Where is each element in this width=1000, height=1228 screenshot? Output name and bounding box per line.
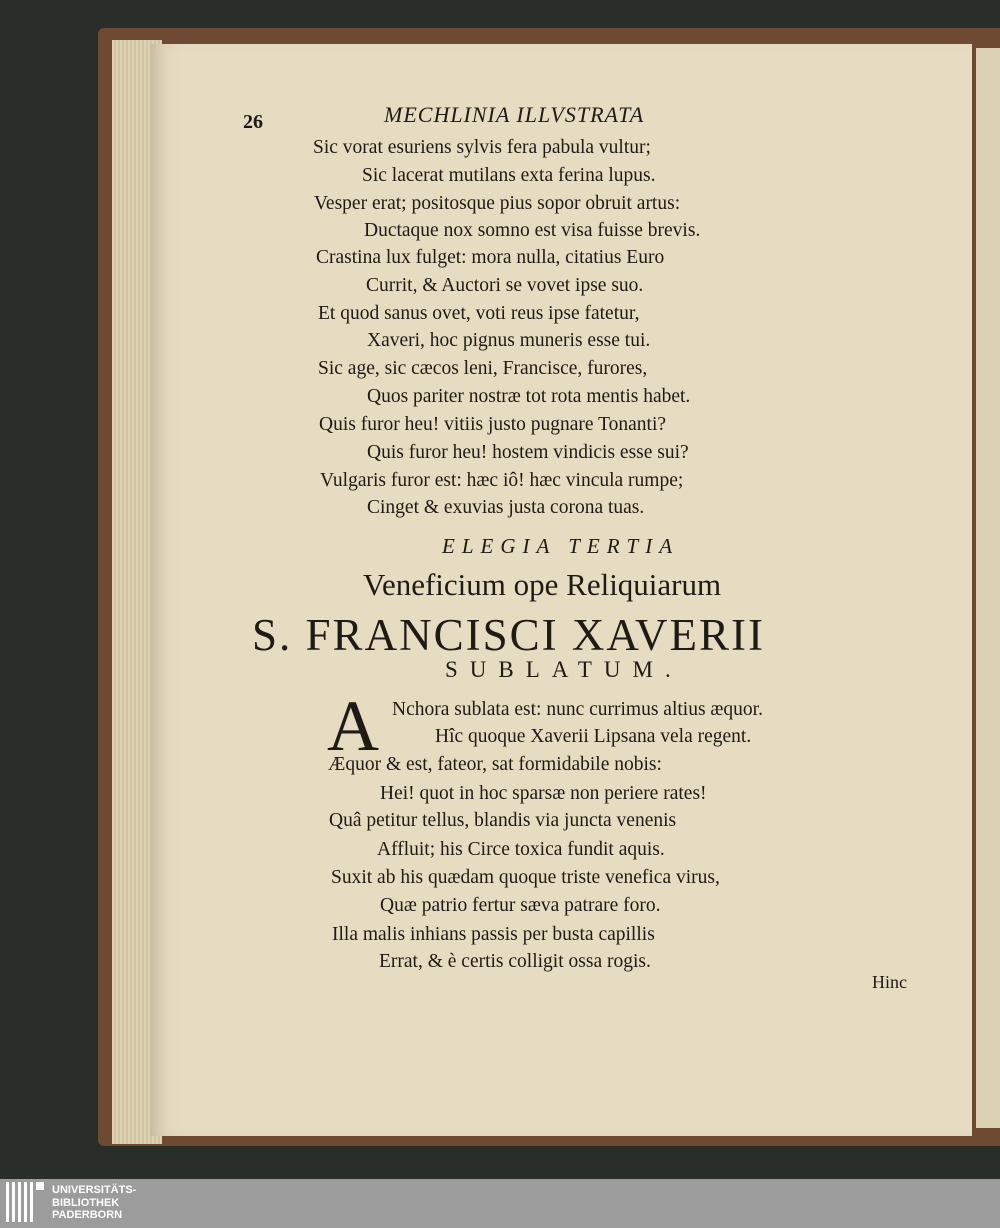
page-number: 26 [243,111,263,133]
verse-line: Cinget & exuvias justa corona tuas. [367,497,645,518]
section-subtitle: ELEGIA TERTIA [442,534,680,558]
verse-line: Hîc quoque Xaverii Lipsana vela regent. [435,726,752,747]
verse-line: Crastina lux fulget: mora nulla, citatius Euro [316,247,665,268]
verse-line: Vesper erat; positosque pius sopor obruit artus: [314,193,681,214]
verse-line: Quis furor heu! vitiis justo pugnare Tonanti? [319,414,667,435]
footer-bar [0,1179,1000,1228]
verse-line: Æquor & est, fateor, sat formidabile nobis: [328,754,662,775]
verse-line: Quæ patrio fertur sæva patrare foro. [380,895,661,916]
facing-page-edge [976,48,1000,1128]
library-name-line-2: BIBLIOTHEK [52,1196,120,1209]
library-name-line-3: PADERBORN [52,1209,123,1221]
verse-line: Et quod sanus ovet, voti reus ipse fatetur, [318,303,640,324]
verse-line: Vulgaris furor est: hæc iô! hæc vincula rumpe; [320,470,684,491]
verse-line: Sic vorat esuriens sylvis fera pabula vultur; [313,137,651,158]
library-logo-text [52,1184,136,1222]
verse-line: Errat, & è certis colligit ossa rogis. [379,951,651,972]
verse-line: Quis furor heu! hostem vindicis esse sui? [367,442,689,463]
verse-line: Sic age, sic cæcos leni, Francisce, furores, [318,358,648,379]
verse-line: Hei! quot in hoc sparsæ non periere rates! [380,783,707,804]
verse-line: Suxit ab his quædam quoque triste venefica virus, [331,867,720,888]
drop-cap: A [327,686,379,766]
verse-line: Affluit; his Circe toxica fundit aquis. [377,839,665,860]
verse-line: Xaveri, hoc pignus muneris esse tui. [367,330,651,351]
section-title-line-2: S. FRANCISCI XAVERII [252,610,766,660]
verse-line: Nchora sublata est: nunc currimus altius æquor. [392,699,763,720]
verse-line: Illa malis inhians passis per busta capillis [332,924,655,945]
library-logo-icon [6,1182,46,1222]
section-title-line-3: SUBLATUM. [445,657,683,682]
section-title-line-1: Veneficium ope Reliquiarum [363,567,722,602]
library-name-line-1: UNIVERSITÄTS- [52,1184,137,1196]
verse-line: Ductaque nox somno est visa fuisse brevis. [364,220,701,241]
verse-line: Quos pariter nostræ tot rota mentis habet. [367,386,691,407]
running-title: MECHLINIA ILLVSTRATA [384,102,645,127]
verse-line: Currit, & Auctori se vovet ipse suo. [366,275,644,296]
verse-line: Quâ petitur tellus, blandis via juncta venenis [329,810,677,831]
catchword: Hinc [872,972,907,992]
verse-line: Sic lacerat mutilans exta ferina lupus. [362,165,656,186]
